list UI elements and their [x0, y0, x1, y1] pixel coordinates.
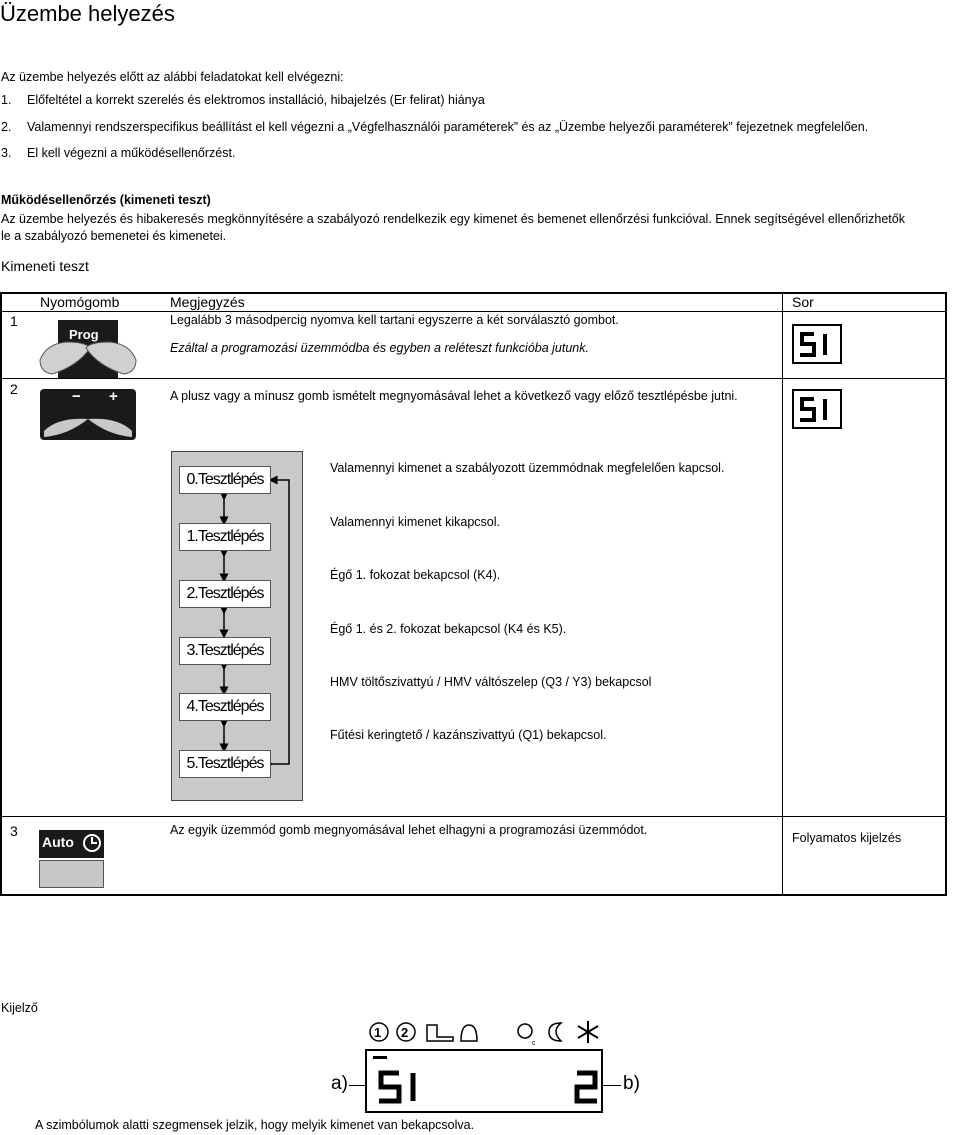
- step-desc-2: Égő 1. fokozat bekapcsol (K4).: [330, 568, 501, 582]
- test-step-2: 2.Tesztlépés: [179, 580, 271, 608]
- header-note: Megjegyzés: [170, 294, 245, 310]
- test-step-5: 5.Tesztlépés: [179, 750, 271, 778]
- table-border-left: [0, 292, 2, 896]
- label-a-leader: [349, 1085, 365, 1086]
- table-row2-line: [0, 816, 947, 817]
- row-number-1: 1: [10, 313, 18, 329]
- table-border-right: [945, 292, 947, 896]
- display-title: Kijelző: [1, 1001, 38, 1015]
- test-step-4: 4.Tesztlépés: [179, 693, 271, 721]
- test-step-0: 0.Tesztlépés: [179, 466, 271, 494]
- row2-note: A plusz vagy a mínusz gomb ismételt megnyomásával lehet a következő vagy előző tesztlépésbe jutni.: [170, 389, 738, 403]
- header-button: Nyomógomb: [40, 294, 120, 310]
- step-desc-3: Égő 1. és 2. fokozat bekapcsol (K4 és K5).: [330, 622, 567, 636]
- test-step-3: 3.Tesztlépés: [179, 637, 271, 665]
- step-desc-5: Fűtési keringtető / kazánszivattyú (Q1) bekapcsol.: [330, 728, 607, 742]
- plus-button[interactable]: +: [109, 388, 118, 405]
- row3-note: Az egyik üzemmód gomb megnyomásával lehet elhagyni a programozási üzemmódot.: [170, 823, 648, 837]
- table-header-line: [0, 311, 947, 312]
- svg-text:2: 2: [401, 1025, 409, 1040]
- prereq-text-1: Előfeltétel a korrekt szerelés és elektromos installáció, hibajelzés (Er felirat) hiánya: [27, 93, 485, 107]
- main-display: [365, 1049, 603, 1113]
- page-title: Üzembe helyezés: [0, 1, 175, 26]
- minus-button[interactable]: −: [72, 388, 81, 405]
- prereq-num-2: 2.: [1, 120, 12, 134]
- prereq-text-2: Valamennyi rendszerspecifikus beállítást el kell végezni a „Végfelhasználói paraméterek” és az „Üzembe helyezői paraméterek” fejezetnek megfelelően.: [27, 120, 869, 134]
- row1-display: [792, 324, 842, 364]
- symbol-row: [365, 1017, 605, 1049]
- row-number-2: 2: [10, 381, 18, 397]
- display-footnote: A szimbólumok alatti szegmensek jelzik, hogy melyik kimenet van bekapcsolva.: [35, 1118, 475, 1132]
- row1-note-italic: Ezáltal a programozási üzemmódba és egyben a reléteszt funkcióba jutunk.: [170, 341, 589, 355]
- auto-button[interactable]: [39, 860, 104, 888]
- prereq-num-1: 1.: [1, 93, 12, 107]
- row2-display: [792, 389, 842, 429]
- prog-button-label: Prog: [69, 327, 99, 342]
- table-border-bottom: [0, 894, 947, 896]
- section-title: Működésellenőrzés (kimeneti teszt): [1, 193, 211, 207]
- label-b: b): [623, 1073, 640, 1094]
- step-desc-4: HMV töltőszivattyú / HMV váltószelep (Q3 / Y3) bekapcsol: [330, 675, 652, 689]
- table-row1-line: [0, 378, 947, 379]
- section-text-2: le a szabályozó bemenetei és kimenetei.: [1, 229, 227, 243]
- row-number-3: 3: [10, 823, 18, 839]
- row1-note: Legalább 3 másodpercig nyomva kell tartani egyszerre a két sorválasztó gombot.: [170, 313, 619, 327]
- prereq-text-3: El kell végezni a működésellenőrzést.: [27, 146, 236, 160]
- clock-icon: [81, 832, 103, 854]
- step-desc-0: Valamennyi kimenet a szabályozott üzemmódnak megfelelően kapcsol.: [330, 461, 725, 475]
- svg-text:c: c: [532, 1040, 536, 1047]
- label-b-leader: [601, 1085, 621, 1086]
- label-a: a): [331, 1073, 348, 1094]
- step-arrows: [171, 451, 301, 799]
- svg-text:1: 1: [374, 1025, 382, 1040]
- intro-text: Az üzembe helyezés előtt az alábbi feladatokat kell elvégezni:: [1, 70, 344, 84]
- step-desc-1: Valamennyi kimenet kikapcsol.: [330, 515, 500, 529]
- prereq-num-3: 3.: [1, 146, 12, 160]
- row3-row-text: Folyamatos kijelzés: [792, 831, 902, 845]
- plus-minus-button-graphic: [38, 387, 138, 442]
- table-col-divider: [782, 292, 783, 896]
- auto-button-label: Auto: [42, 834, 74, 850]
- section-text-1: Az üzembe helyezés és hibakeresés megkönnyítésére a szabályozó rendelkezik egy kimenet és bemenet ellenőrzési funkcióval. Ennek segítségével ellenőrizhetők: [1, 212, 905, 226]
- test-step-1: 1.Tesztlépés: [179, 523, 271, 551]
- header-row: Sor: [792, 294, 814, 310]
- subsection-title: Kimeneti teszt: [1, 258, 89, 274]
